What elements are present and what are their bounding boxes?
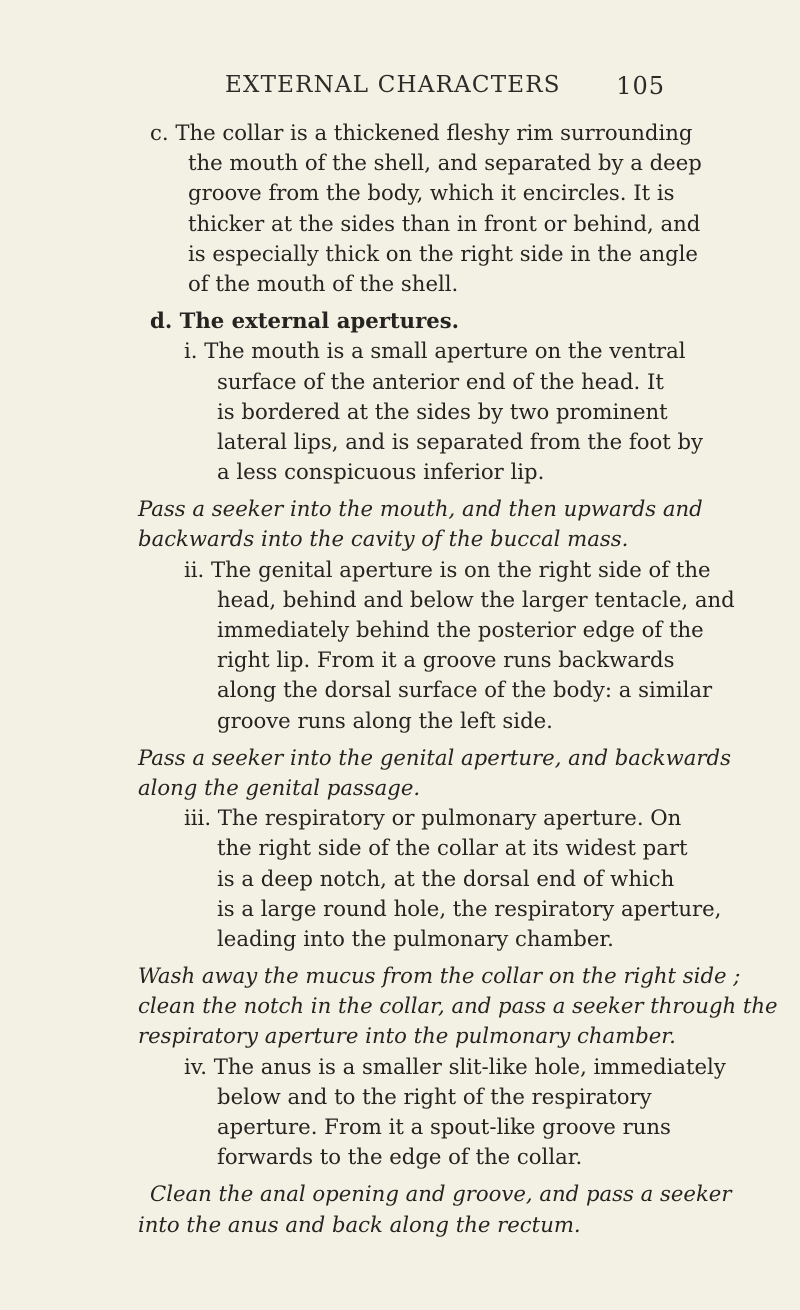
text-line: groove runs along the left side.	[217, 707, 553, 733]
text-line: aperture. From it a spout-like groove runs	[217, 1114, 671, 1139]
text-line: surface of the anterior end of the head. It	[217, 368, 664, 394]
text-line: iii. The respiratory or pulmonary aperture. On	[184, 805, 682, 831]
text-line: iv. The anus is a smaller slit-like hole, immediately	[184, 1053, 726, 1079]
text-line: into the anus and back along the rectum.	[138, 1211, 581, 1237]
text-line: Pass a seeker into the mouth, and then upwards and	[138, 496, 703, 522]
text-line: head, behind and below the larger tentacle, and	[217, 586, 735, 612]
text-line: ii. The genital aperture is on the right side of the	[184, 556, 711, 582]
text-line: the mouth of the shell, and separated by a deep	[188, 150, 702, 176]
item-i	[150, 336, 703, 487]
text-line: i. The mouth is a small aperture on the ventral	[184, 338, 686, 364]
instruction-1	[138, 494, 703, 554]
running-head: EXTERNAL CHARACTERS	[225, 72, 561, 98]
instruction-4	[138, 1179, 732, 1239]
text-line: Clean the anal opening and groove, and pass a seeker	[150, 1181, 732, 1207]
text-line: c. The collar is a thickened fleshy rim surrounding	[150, 120, 693, 145]
text-line: leading into the pulmonary chamber.	[217, 925, 614, 951]
text-line: forwards to the edge of the collar.	[217, 1144, 583, 1170]
text-line: is bordered at the sides by two prominent	[217, 398, 668, 424]
text-line: is a deep notch, at the dorsal end of which	[217, 865, 675, 891]
text-line: a less conspicuous inferior lip.	[217, 459, 545, 485]
text-line: along the dorsal surface of the body: a similar	[217, 677, 713, 703]
instruction-2	[138, 743, 731, 803]
text-line: Pass a seeker into the genital aperture, and backwards	[138, 744, 731, 770]
item-ii	[150, 555, 735, 736]
text-line: right lip. From it a groove runs backwards	[217, 647, 675, 673]
text-line: the right side of the collar at its widest part	[217, 835, 688, 861]
text-line: thicker at the sides than in front or behind, and	[188, 210, 701, 236]
page-header	[225, 72, 665, 108]
text-line: along the genital passage.	[138, 774, 421, 800]
item-iv	[150, 1052, 726, 1173]
paragraph-c	[150, 118, 702, 299]
text-line: immediately behind the posterior edge of the	[217, 617, 704, 642]
page-number: 105	[616, 72, 665, 100]
page-body	[138, 118, 778, 1240]
instruction-3	[138, 961, 778, 1052]
text-line: groove from the body, which it encircles. It is	[188, 180, 675, 206]
section-heading-d: d. The external apertures.	[150, 308, 460, 334]
text-line: is especially thick on the right side in the angle	[188, 240, 698, 266]
text-line: of the mouth of the shell.	[188, 270, 459, 296]
text-line: below and to the right of the respiratory	[217, 1083, 652, 1109]
item-iii	[150, 803, 722, 954]
text-line: is a large round hole, the respiratory aperture,	[217, 895, 722, 921]
text-line: lateral lips, and is separated from the foot by	[217, 428, 703, 454]
text-line: respiratory aperture into the pulmonary chamber.	[138, 1023, 676, 1049]
text-line: Wash away the mucus from the collar on the right side ;	[138, 963, 741, 989]
text-line: backwards into the cavity of the buccal mass.	[138, 526, 629, 552]
text-line: clean the notch in the collar, and pass a seeker through the	[138, 993, 778, 1019]
